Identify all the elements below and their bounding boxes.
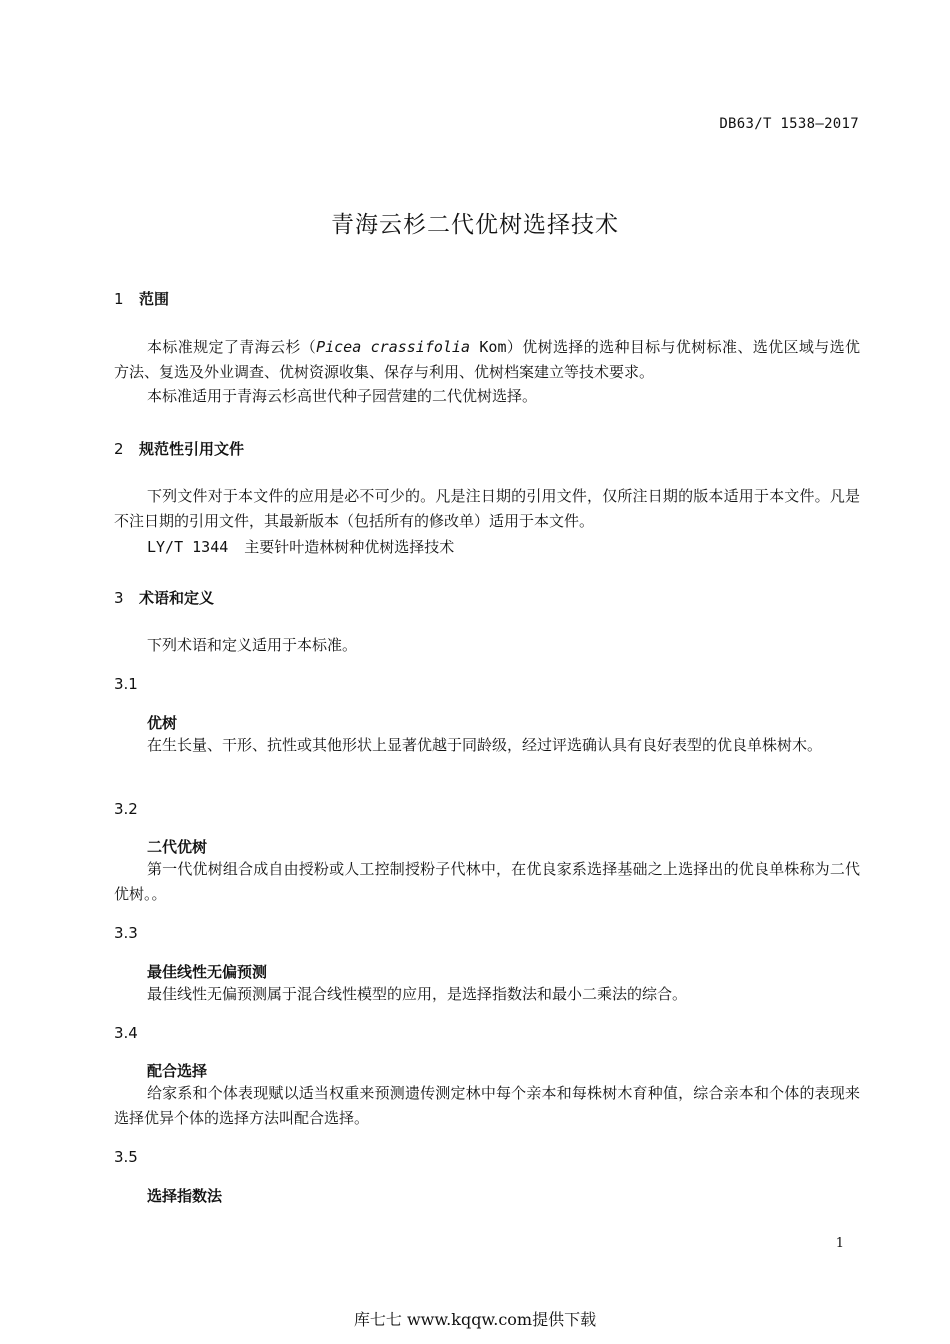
- reference-code: LY/T 1344: [147, 538, 229, 556]
- section-heading-normative-references: [114, 438, 860, 459]
- term-definition: 第一代优树组合成自由授粉或人工控制授粉子代林中，在优良家系选择基础之上选择出的优良单株称为二代优树。。: [114, 860, 860, 903]
- section-title: 术语和定义: [139, 589, 215, 607]
- term-definition: 在生长量、干形、抗性或其他形状上显著优越于同龄级，经过评选确认具有良好表型的优良单株树木。: [147, 736, 823, 754]
- section-number: 2: [114, 440, 124, 458]
- reference-entry: [114, 536, 893, 557]
- document-code: DB63/T 1538—2017: [719, 116, 859, 132]
- section-title: 范围: [139, 290, 170, 308]
- section-number: 1: [114, 290, 124, 308]
- term-title: 最佳线性无偏预测: [147, 963, 268, 981]
- section-title: 规范性引用文件: [139, 440, 245, 458]
- term-number: 3.3: [114, 924, 138, 942]
- reference-title: 主要针叶造林树种优树选择技术: [244, 538, 455, 556]
- section-number: 3: [114, 589, 124, 607]
- latin-name: Picea crassifolia: [316, 338, 470, 356]
- term-number: 3.5: [114, 1148, 138, 1166]
- scope-paragraph-1: 本标准规定了青海云杉（Picea crassifolia Kom）优树选择的选种目标与优树标准、选优区域与选优方法、复选及外业调查、优树资源收集、保存与利用、优树档案建立等技术要求。: [114, 338, 860, 381]
- term-title: 选择指数法: [147, 1187, 223, 1205]
- terms-intro: 下列术语和定义适用于本标准。: [147, 636, 358, 654]
- term-definition: 给家系和个体表现赋以适当权重来预测遗传测定林中每个亲本和每株树木育种值，综合亲本和个体的表现来选择优异个体的选择方法叫配合选择。: [114, 1084, 860, 1127]
- document-title: 青海云杉二代优树选择技术: [331, 212, 619, 238]
- term-number: 3.4: [114, 1024, 138, 1042]
- section-heading-terms: [114, 587, 860, 608]
- term-title: 配合选择: [147, 1062, 208, 1080]
- download-footer: 库七七 www.kqqw.com提供下载: [353, 1310, 597, 1329]
- section-heading-scope: [114, 288, 860, 309]
- term-title: 优树: [147, 714, 178, 732]
- term-number: 3.2: [114, 800, 138, 818]
- scope-paragraph-2: 本标准适用于青海云杉高世代种子园营建的二代优树选择。: [147, 387, 538, 405]
- references-paragraph: 下列文件对于本文件的应用是必不可少的。凡是注日期的引用文件，仅所注日期的版本适用于本文件。凡是不注日期的引用文件，其最新版本（包括所有的修改单）适用于本文件。: [114, 487, 860, 530]
- term-number: 3.1: [114, 675, 138, 693]
- term-definition: 最佳线性无偏预测属于混合线性模型的应用，是选择指数法和最小二乘法的综合。: [147, 985, 688, 1003]
- page-number: 1: [835, 1236, 844, 1251]
- term-title: 二代优树: [147, 838, 208, 856]
